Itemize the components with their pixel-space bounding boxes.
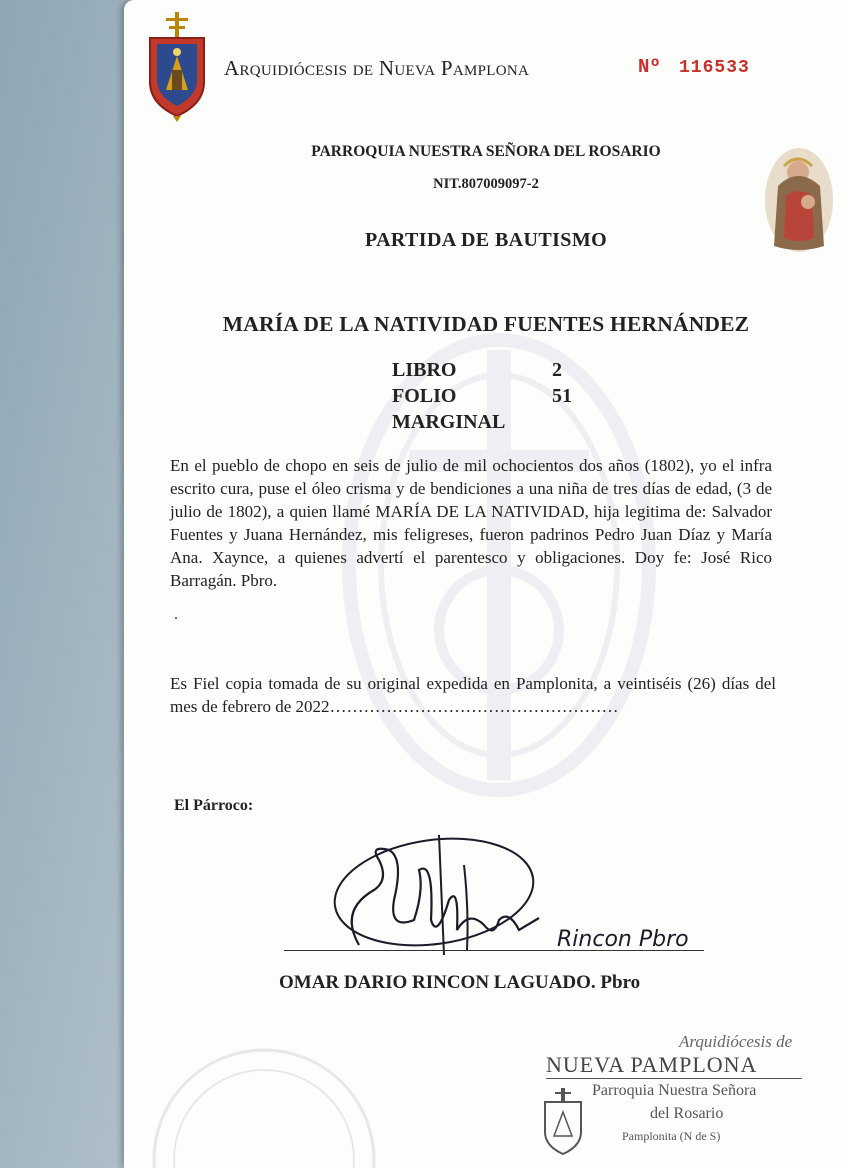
ledger-value: 2 xyxy=(552,359,562,381)
document-title: PARTIDA DE BAUTISMO xyxy=(364,229,608,251)
certificate-number-label: Nº xyxy=(638,56,661,78)
tax-id: NIT.807009097-2 xyxy=(433,176,539,192)
parish-stamp xyxy=(534,1030,844,1168)
ledger-row xyxy=(392,409,572,435)
signature-line xyxy=(284,950,704,951)
ledger-key: FOLIO xyxy=(392,385,457,407)
signer-name: OMAR DARIO RINCON LAGUADO. Pbro xyxy=(279,972,641,993)
certificate-paper xyxy=(124,0,848,1168)
ledger-key: LIBRO xyxy=(392,359,457,381)
baptism-record-text: En el pueblo de chopo en seis de julio de mil ochocientos dos años (1802), yo el infra escrito cura, puse el óleo crisma y de bendiciones a una niña de tres días de edad, (3 de julio de 1802), a quien llamé MARÍA DE LA NATIVIDAD, hija legitima de: Salvador Fuentes y Juana Hernández, mis feligreses, fueron padrinos Pedro Juan Díaz y María Ana. Xaynce, a quienes advertí el parentesco y obligaciones. Doy fe: José Rico Barragán. Pbro. xyxy=(170,456,772,590)
stray-mark: . xyxy=(174,606,178,623)
stamp-line-5: Pamplonita (N de S) xyxy=(622,1129,721,1143)
ledger-row xyxy=(392,357,572,383)
ledger-value: 51 xyxy=(552,385,572,407)
signature-text: Rincon Pbro xyxy=(557,927,689,952)
signer-role-label: El Párroco: xyxy=(174,797,254,814)
handwritten-signature-icon xyxy=(319,830,709,990)
archdiocese-name: Arquidiócesis de Nueva Pamplona xyxy=(224,56,530,80)
stamp-line-2: NUEVA PAMPLONA xyxy=(546,1052,758,1077)
certificate-number: 116533 xyxy=(679,58,750,78)
stamp-line-4: del Rosario xyxy=(650,1105,724,1122)
parish-name: PARROQUIA NUESTRA SEÑORA DEL ROSARIO xyxy=(311,143,661,160)
stamp-line-3: Parroquia Nuestra Señora xyxy=(592,1082,757,1099)
ledger-reference xyxy=(392,357,572,435)
ledger-row xyxy=(392,383,572,409)
stamp-crest-icon xyxy=(542,1088,584,1156)
stamp-line-1: Arquidiócesis de xyxy=(679,1032,793,1051)
stamp-rule xyxy=(546,1078,802,1079)
faded-round-seal-icon xyxy=(144,1040,384,1168)
person-name: MARÍA DE LA NATIVIDAD FUENTES HERNÁNDEZ xyxy=(222,312,750,336)
copy-statement: Es Fiel copia tomada de su original expedida en Pamplonita, a veintiséis (26) días del mes de febrero de 2022…………………………………………… xyxy=(170,674,776,716)
archdiocese-crest-icon xyxy=(146,12,208,122)
ledger-key: MARGINAL xyxy=(392,411,506,433)
